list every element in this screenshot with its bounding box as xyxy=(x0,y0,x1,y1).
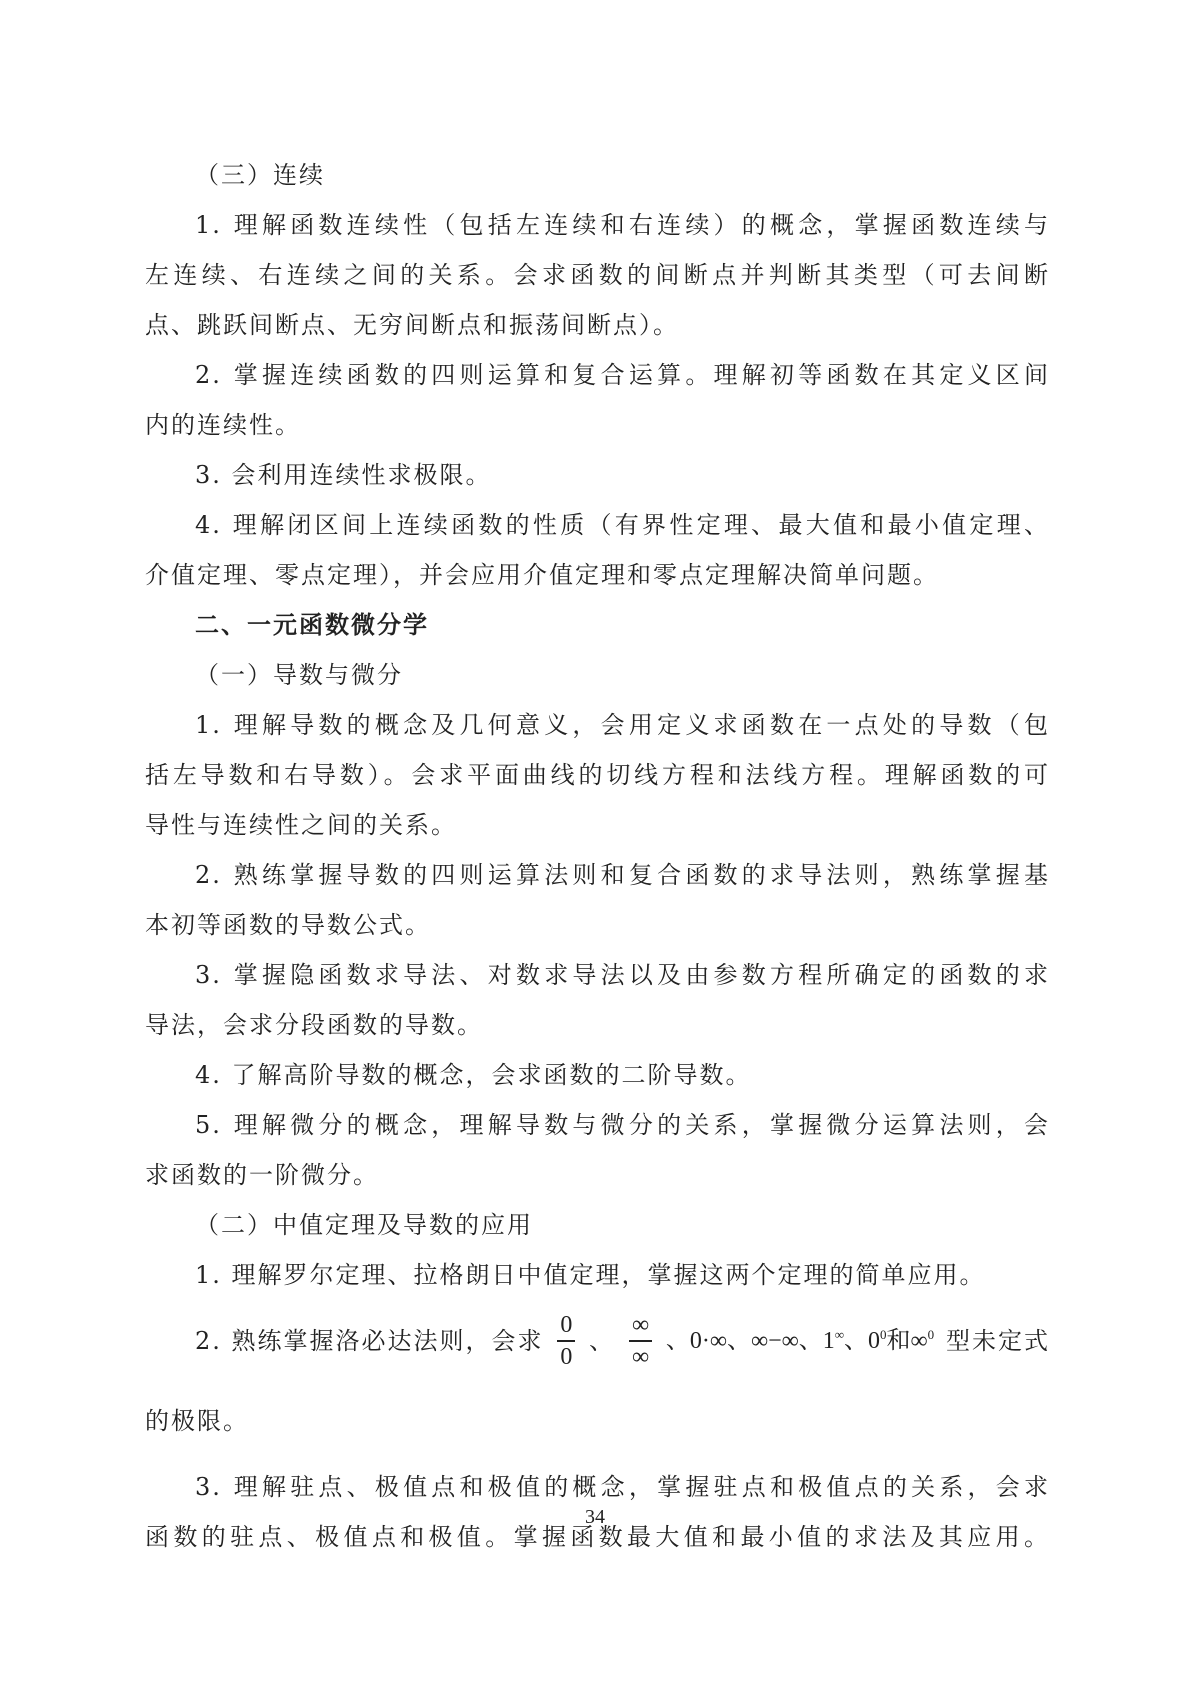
paragraph-line: 3. 理解驻点、极值点和极值的概念，掌握驻点和极值点的关系，会求 xyxy=(195,1473,1050,1501)
paragraph-line: 内的连续性。 xyxy=(145,411,301,439)
paragraph-line: 5. 理解微分的概念，理解导数与微分的关系，掌握微分运算法则，会 xyxy=(195,1111,1050,1139)
paragraph-line: 3. 掌握隐函数求导法、对数求导法以及由参数方程所确定的函数的求 xyxy=(195,961,1050,989)
fraction-numerator: ∞ xyxy=(629,1310,652,1342)
paragraph-line: 点、跳跃间断点、无穷间断点和振荡间断点）。 xyxy=(145,311,679,339)
formula-superscript: 0 xyxy=(927,1327,935,1342)
paragraph-line: 2. 掌握连续函数的四则运算和复合运算。理解初等函数在其定义区间 xyxy=(195,361,1050,389)
paragraph-line: 求函数的一阶微分。 xyxy=(145,1161,379,1189)
formula-text: 、0 xyxy=(844,1328,881,1354)
paragraph-line: 导性与连续性之间的关系。 xyxy=(145,811,457,839)
section-title-mvt: （二）中值定理及导数的应用 xyxy=(195,1211,533,1239)
section-title-continuity: （三）连续 xyxy=(195,161,325,189)
page-content xyxy=(145,150,1050,1562)
paragraph-line: 的极限。 xyxy=(145,1407,249,1435)
paragraph-line: 左连续、右连续之间的关系。会求函数的间断点并判断其类型（可去间断 xyxy=(145,261,1050,289)
fraction-zero-over-zero xyxy=(557,1310,575,1372)
paragraph-line: 4. 理解闭区间上连续函数的性质（有界性定理、最大值和最小值定理、 xyxy=(195,511,1050,539)
formula-line xyxy=(145,1300,1050,1382)
paragraph-line: 介值定理、零点定理），并会应用介值定理和零点定理解决简单问题。 xyxy=(145,561,939,589)
formula-text: 、0·∞、∞−∞、1 xyxy=(665,1328,835,1354)
paragraph-gap xyxy=(145,1446,1050,1462)
formula-suffix: 型未定式 xyxy=(945,1327,1050,1355)
formula-prefix: 2. 熟练掌握洛必达法则，会求 xyxy=(195,1327,544,1355)
fraction-denominator: 0 xyxy=(560,1344,573,1370)
paragraph-line: 3. 会利用连续性求极限。 xyxy=(195,461,492,489)
paragraph-line: 括左导数和右导数）。会求平面曲线的切线方程和法线方程。理解函数的可 xyxy=(145,761,1050,789)
indeterminate-forms xyxy=(666,1316,934,1366)
paragraph-line: 1. 理解导数的概念及几何意义，会用定义求函数在一点处的导数（包 xyxy=(195,711,1050,739)
section-title-derivative: （一）导数与微分 xyxy=(195,661,403,689)
formula-superscript: 0 xyxy=(880,1327,887,1342)
paragraph-line: 函数的驻点、极值点和极值。掌握函数最大值和最小值的求法及其应用。 xyxy=(145,1523,1050,1551)
formula-separator: 、 xyxy=(589,1327,616,1355)
formula-text: 和∞ xyxy=(886,1328,928,1354)
paragraph-line: 导法，会求分段函数的导数。 xyxy=(145,1011,483,1039)
paragraph-line: 4. 了解高阶导数的概念，会求函数的二阶导数。 xyxy=(195,1061,752,1089)
paragraph-line: 1. 理解函数连续性（包括左连续和右连续）的概念，掌握函数连续与 xyxy=(195,211,1050,239)
fraction-denominator: ∞ xyxy=(631,1344,650,1370)
paragraph-line: 本初等函数的导数公式。 xyxy=(145,911,431,939)
page-number: 34 xyxy=(585,1506,605,1528)
fraction-numerator: 0 xyxy=(557,1310,575,1342)
fraction-infinity-over-infinity xyxy=(629,1310,652,1372)
paragraph-line: 1. 理解罗尔定理、拉格朗日中值定理，掌握这两个定理的简单应用。 xyxy=(195,1261,986,1289)
paragraph-line: 2. 熟练掌握导数的四则运算法则和复合函数的求导法则，熟练掌握基 xyxy=(195,861,1050,889)
formula-superscript: ∞ xyxy=(834,1327,845,1342)
chapter-heading: 二、一元函数微分学 xyxy=(195,611,429,639)
